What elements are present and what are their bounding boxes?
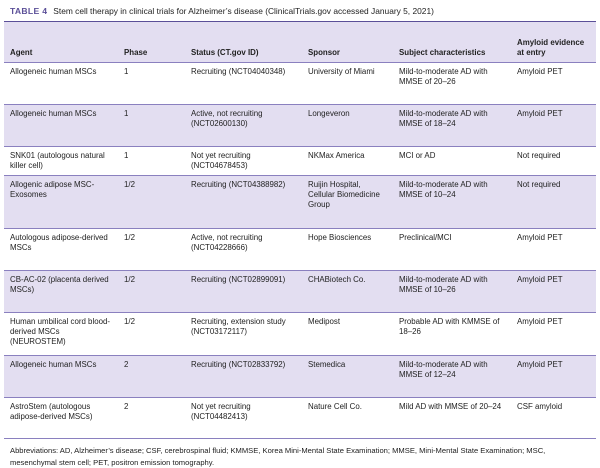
cell-status: Recruiting (NCT02899091) <box>191 275 286 284</box>
cell-agent: Allogenic adipose MSC-Exosomes <box>10 180 95 199</box>
cell-agent: SNK01 (autologous natural killer cell) <box>10 151 105 170</box>
table-row <box>4 313 596 356</box>
table-row <box>4 271 596 313</box>
cell-subject: Mild-to-moderate AD with MMSE of 10–26 <box>399 275 488 294</box>
cell-amyloid: Amyloid PET <box>517 233 563 242</box>
cell-subject: Mild-to-moderate AD with MMSE of 12–24 <box>399 360 488 379</box>
cell-status: Recruiting (NCT04040348) <box>191 67 286 76</box>
header-phase: Phase <box>124 48 148 57</box>
table-caption <box>4 0 596 21</box>
cell-subject: Mild-to-moderate AD with MMSE of 10–24 <box>399 180 488 199</box>
cell-subject: MCI or AD <box>399 151 436 160</box>
cell-status: Recruiting, extension study (NCT03172117) <box>191 317 286 336</box>
cell-agent: CB-AC-02 (placenta derived MSCs) <box>10 275 109 294</box>
cell-agent: Allogeneic human MSCs <box>10 109 97 118</box>
header-amyloid: Amyloid evidence at entry <box>517 38 585 57</box>
cell-status: Not yet recruiting (NCT04482413) <box>191 402 251 421</box>
table-row <box>4 147 596 176</box>
cell-sponsor: Medipost <box>308 317 341 326</box>
table-row <box>4 398 596 439</box>
cell-phase: 1/2 <box>124 317 135 326</box>
cell-amyloid: Amyloid PET <box>517 275 563 284</box>
table-number: TABLE 4 <box>10 5 48 16</box>
table-footnote: Abbreviations: AD, Alzheimer’s disease; CSF, cerebrospinal fluid; KMMSE, Korea Mini-Mental State Examination; MMSE, Mini-Mental State Examination; MSC, mesenchymal stem cell; PET, positron emission tomography. <box>10 446 546 467</box>
cell-phase: 2 <box>124 402 129 411</box>
clinical-trials-table <box>4 21 596 439</box>
cell-amyloid: Amyloid PET <box>517 67 563 76</box>
table-caption-text: Stem cell therapy in clinical trials for Alzheimer’s disease (ClinicalTrials.gov accessed January 5, 2021) <box>53 5 434 16</box>
cell-subject: Preclinical/MCI <box>399 233 452 242</box>
header-agent: Agent <box>10 48 33 57</box>
table-row <box>4 63 596 105</box>
cell-phase: 1 <box>124 151 129 160</box>
cell-amyloid: Amyloid PET <box>517 317 563 326</box>
cell-sponsor: NKMax America <box>308 151 365 160</box>
cell-agent: Allogeneic human MSCs <box>10 360 97 369</box>
cell-phase: 2 <box>124 360 129 369</box>
cell-sponsor: Ruijin Hospital, Cellular Biomedicine Group <box>308 180 380 209</box>
header-status: Status (CT.gov ID) <box>191 48 259 57</box>
cell-agent: Human umbilical cord blood-derived MSCs (NEUROSTEM) <box>10 317 110 346</box>
cell-sponsor: CHABiotech Co. <box>308 275 366 284</box>
cell-agent: Allogeneic human MSCs <box>10 67 97 76</box>
cell-status: Active, not recruiting (NCT04228666) <box>191 233 263 252</box>
cell-amyloid: Not required <box>517 180 561 189</box>
header-subject: Subject characteristics <box>399 48 486 57</box>
header-sponsor: Sponsor <box>308 48 341 57</box>
cell-sponsor: Stemedica <box>308 360 346 369</box>
cell-amyloid: CSF amyloid <box>517 402 563 411</box>
cell-phase: 1/2 <box>124 275 135 284</box>
cell-amyloid: Amyloid PET <box>517 109 563 118</box>
cell-subject: Mild-to-moderate AD with MMSE of 18–24 <box>399 109 488 128</box>
cell-phase: 1 <box>124 67 129 76</box>
cell-agent: Autologous adipose-derived MSCs <box>10 233 108 252</box>
cell-phase: 1/2 <box>124 180 135 189</box>
cell-subject: Mild-to-moderate AD with MMSE of 20–26 <box>399 67 488 86</box>
cell-sponsor: Hope Biosciences <box>308 233 372 242</box>
cell-sponsor: Nature Cell Co. <box>308 402 362 411</box>
table-row <box>4 229 596 271</box>
cell-amyloid: Not required <box>517 151 561 160</box>
table-header-row <box>4 22 596 63</box>
cell-status: Recruiting (NCT04388982) <box>191 180 286 189</box>
table-row <box>4 105 596 147</box>
cell-phase: 1 <box>124 109 129 118</box>
cell-sponsor: Longeveron <box>308 109 350 118</box>
cell-status: Active, not recruiting (NCT02600130) <box>191 109 263 128</box>
cell-status: Not yet recruiting (NCT04678453) <box>191 151 251 170</box>
cell-subject: Mild AD with MMSE of 20–24 <box>399 402 502 411</box>
cell-phase: 1/2 <box>124 233 135 242</box>
cell-sponsor: University of Miami <box>308 67 375 76</box>
cell-subject: Probable AD with KMMSE of 18–26 <box>399 317 500 336</box>
cell-status: Recruiting (NCT02833792) <box>191 360 286 369</box>
cell-agent: AstroStem (autologous adipose-derived MSCs) <box>10 402 93 421</box>
cell-amyloid: Amyloid PET <box>517 360 563 369</box>
table-row <box>4 356 596 398</box>
table-row <box>4 176 596 229</box>
